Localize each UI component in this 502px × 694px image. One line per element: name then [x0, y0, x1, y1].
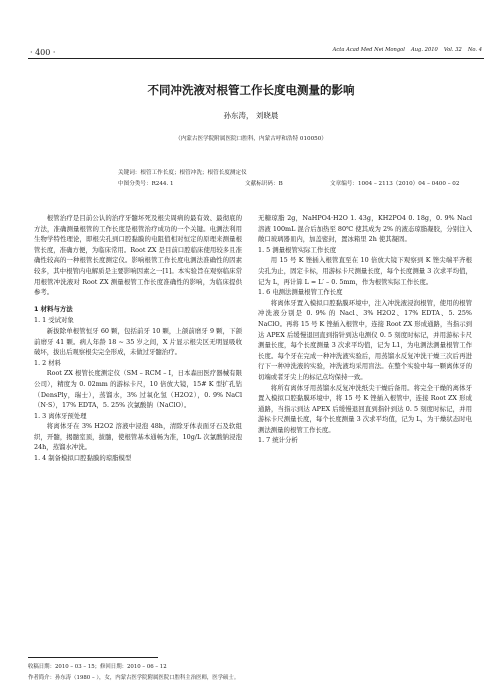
- keywords: 关键词：根管工作长度；根管冲洗；根管长度测定仪: [118, 170, 247, 176]
- subsection-heading: 1. 2 材料: [34, 358, 62, 367]
- subsection-heading: 1. 7 统计分析: [258, 436, 298, 445]
- issue-date: Aug. 2010: [410, 47, 438, 53]
- article-number: 文章编号：1004 – 2113（2010）04 – 0400 – 02: [330, 181, 460, 187]
- paragraph: 无糖琼脂 2g，NaHPO4·H2O 1. 43g，KH2PO4 0. 18g，0. 9% Nacl 溶液 100mL 混合后加热至 80℃ 使其成为 2% 的液态琼脂凝胶，分别注入敞口玻璃器皿内，加盖密封，置冰箱里 2h 使其凝固。: [258, 214, 472, 244]
- left-column: [34, 213, 242, 464]
- right-column: [258, 213, 472, 446]
- subsection-heading: 1. 6 电测法测量根管工作长度: [258, 288, 343, 297]
- paragraph: 将所有离体牙用蒸馏水反复冲洗纸尖干燥后备用。将完全干燥的离体牙置入模拟口腔黏膜环境中，将 15 号 K 锉插入根管中，连接 Root ZX 形成通路，当指示到达 APEX 后缓慢退回直到指针到达 0. 5 刻度时标记，并用游标卡尺测量长度，每个长度测量 3 次求平均值，记为 L，为干燥状态时电测法测量的根管工作长度。: [258, 383, 472, 434]
- document-code: 文献标识码：B: [245, 181, 283, 187]
- journal-name: Acta Acad Med Nei Mongol: [332, 47, 405, 53]
- footnote-rule: [28, 657, 158, 658]
- paragraph: Root ZX 根管长度测定仪（SM – RCM – I，日本森田医疗器械有限公司），精度为 0. 02mm 的游标卡尺，10 倍放大镜，15# K 型扩孔钻（DensPly，瑞士），蒸馏水，3% 过氧化氢（H2O2），0. 9% NaCl（N·S），17% EDTA，5. 25% 次氯酸钠（NaClO）。: [34, 369, 242, 410]
- paragraph: 用 15 号 K 锉插入根管直至在 10 倍放大镜下观察到 K 锉尖端平齐根尖孔为止，固定卡标，用游标卡尺测量长度，每个长度测量 3 次求平均值，记为 L，再计算 L = L′ – 0. 5mm，作为根管实际工作长度。: [258, 256, 472, 286]
- page-number: · 400 ·: [30, 48, 56, 57]
- paragraph: 将离体牙在 3% H2O2 溶液中浸泡 48h，清除牙体表面牙石及软组织，开髓，揭髓室顶，拔髓，使根管基本通畅为准，10g/L 次氯酸钠浸泡 24h，蒸馏水冲洗。: [34, 422, 242, 452]
- article-title: 不同冲洗液对根管工作长度电测量的影响: [147, 83, 355, 97]
- paragraph: 将离体牙置入模拟口腔黏膜环境中，注入冲洗液浸润根管，使用的根管冲洗液分别是 0. 9% 的 Nacl、3% H2O2、17% EDTA、5. 25% NaClO。再将 15 号 K 锉插入根管中，连接 Root ZX 形成通路，当指示到达 APEX 后缓慢退回直到指针到达电测仪 0. 5 刻度时标记，并用游标卡尺测量长度，每个长度测量 3 次求平均值，记为 L1，为电测法测量根管工作长度。每个牙在完成一种冲洗液实验后，用蒸馏水反复冲洗干燥三次后再进行下一种冲洗液的实验，冲洗液均采用盲法。在整个实验中每一颗离体牙的切端或者牙尖上的标记点均保持一致。: [258, 298, 472, 381]
- subsection-heading: 1. 1 受试对象: [34, 316, 74, 325]
- subsection-heading: 1. 5 测量根管实际工作长度: [258, 245, 337, 254]
- header-rule: [28, 58, 484, 59]
- authors: 孙东涛， 刘晓晨: [223, 111, 279, 120]
- intro-paragraph: 根管治疗是目前公认的治疗牙髓坏死及根尖周病的最有效、最彻底的方法，准确测量根管的工作长度是根管治疗成功的一个关键。电测法利用生物学特性理论，即根尖孔到口腔黏膜的电阻值相对恒定的原理来测量根管长度，准确方便，为临床常用。Root ZX 是目前口腔临床使用较多且准确性较高的一种根管长度测定仪。影响根管工作长度电测法准确性的因素较多，其中根管内电解质是主要影响因素之一[1]。本实验旨在观察临床常用根管冲洗液对 Root ZX 测量根管工作长度准确性的影响，为临床提供参考。: [34, 214, 242, 297]
- subsection-heading: 1. 3 离体牙预处理: [34, 411, 87, 420]
- paragraph: 新拔除单根管恒牙 60 颗，包括前牙 10 颗，上颌前磨牙 9 颗，下颌前磨牙 41 颗。病人年龄 18 ~ 35 岁之间，X 片显示根尖区无明显吸收破坏，拔出后观察根尖完全形成，未做过牙髓治疗。: [34, 326, 242, 357]
- journal-header: [327, 47, 482, 53]
- author-info: 作者简介：孙东涛（1980 – ），女，内蒙古医学院附属医院口腔科主治医师，医学硕士。: [28, 675, 240, 681]
- issue-number: No. 4: [467, 47, 482, 53]
- volume: Vol. 32: [443, 47, 462, 53]
- affiliation: （内蒙古医学院附属医院口腔科，内蒙古呼和浩特 010050）: [175, 136, 327, 142]
- received-date: 收稿日期：2010 – 03 – 15；修回日期：2010 – 06 – 12: [28, 664, 167, 670]
- clc-number: 中图分类号：R244. 1: [118, 181, 174, 187]
- section-heading: 1 材料与方法: [34, 304, 73, 313]
- subsection-heading: 1. 4 制备模拟口腔黏膜的琼脂模型: [34, 454, 132, 463]
